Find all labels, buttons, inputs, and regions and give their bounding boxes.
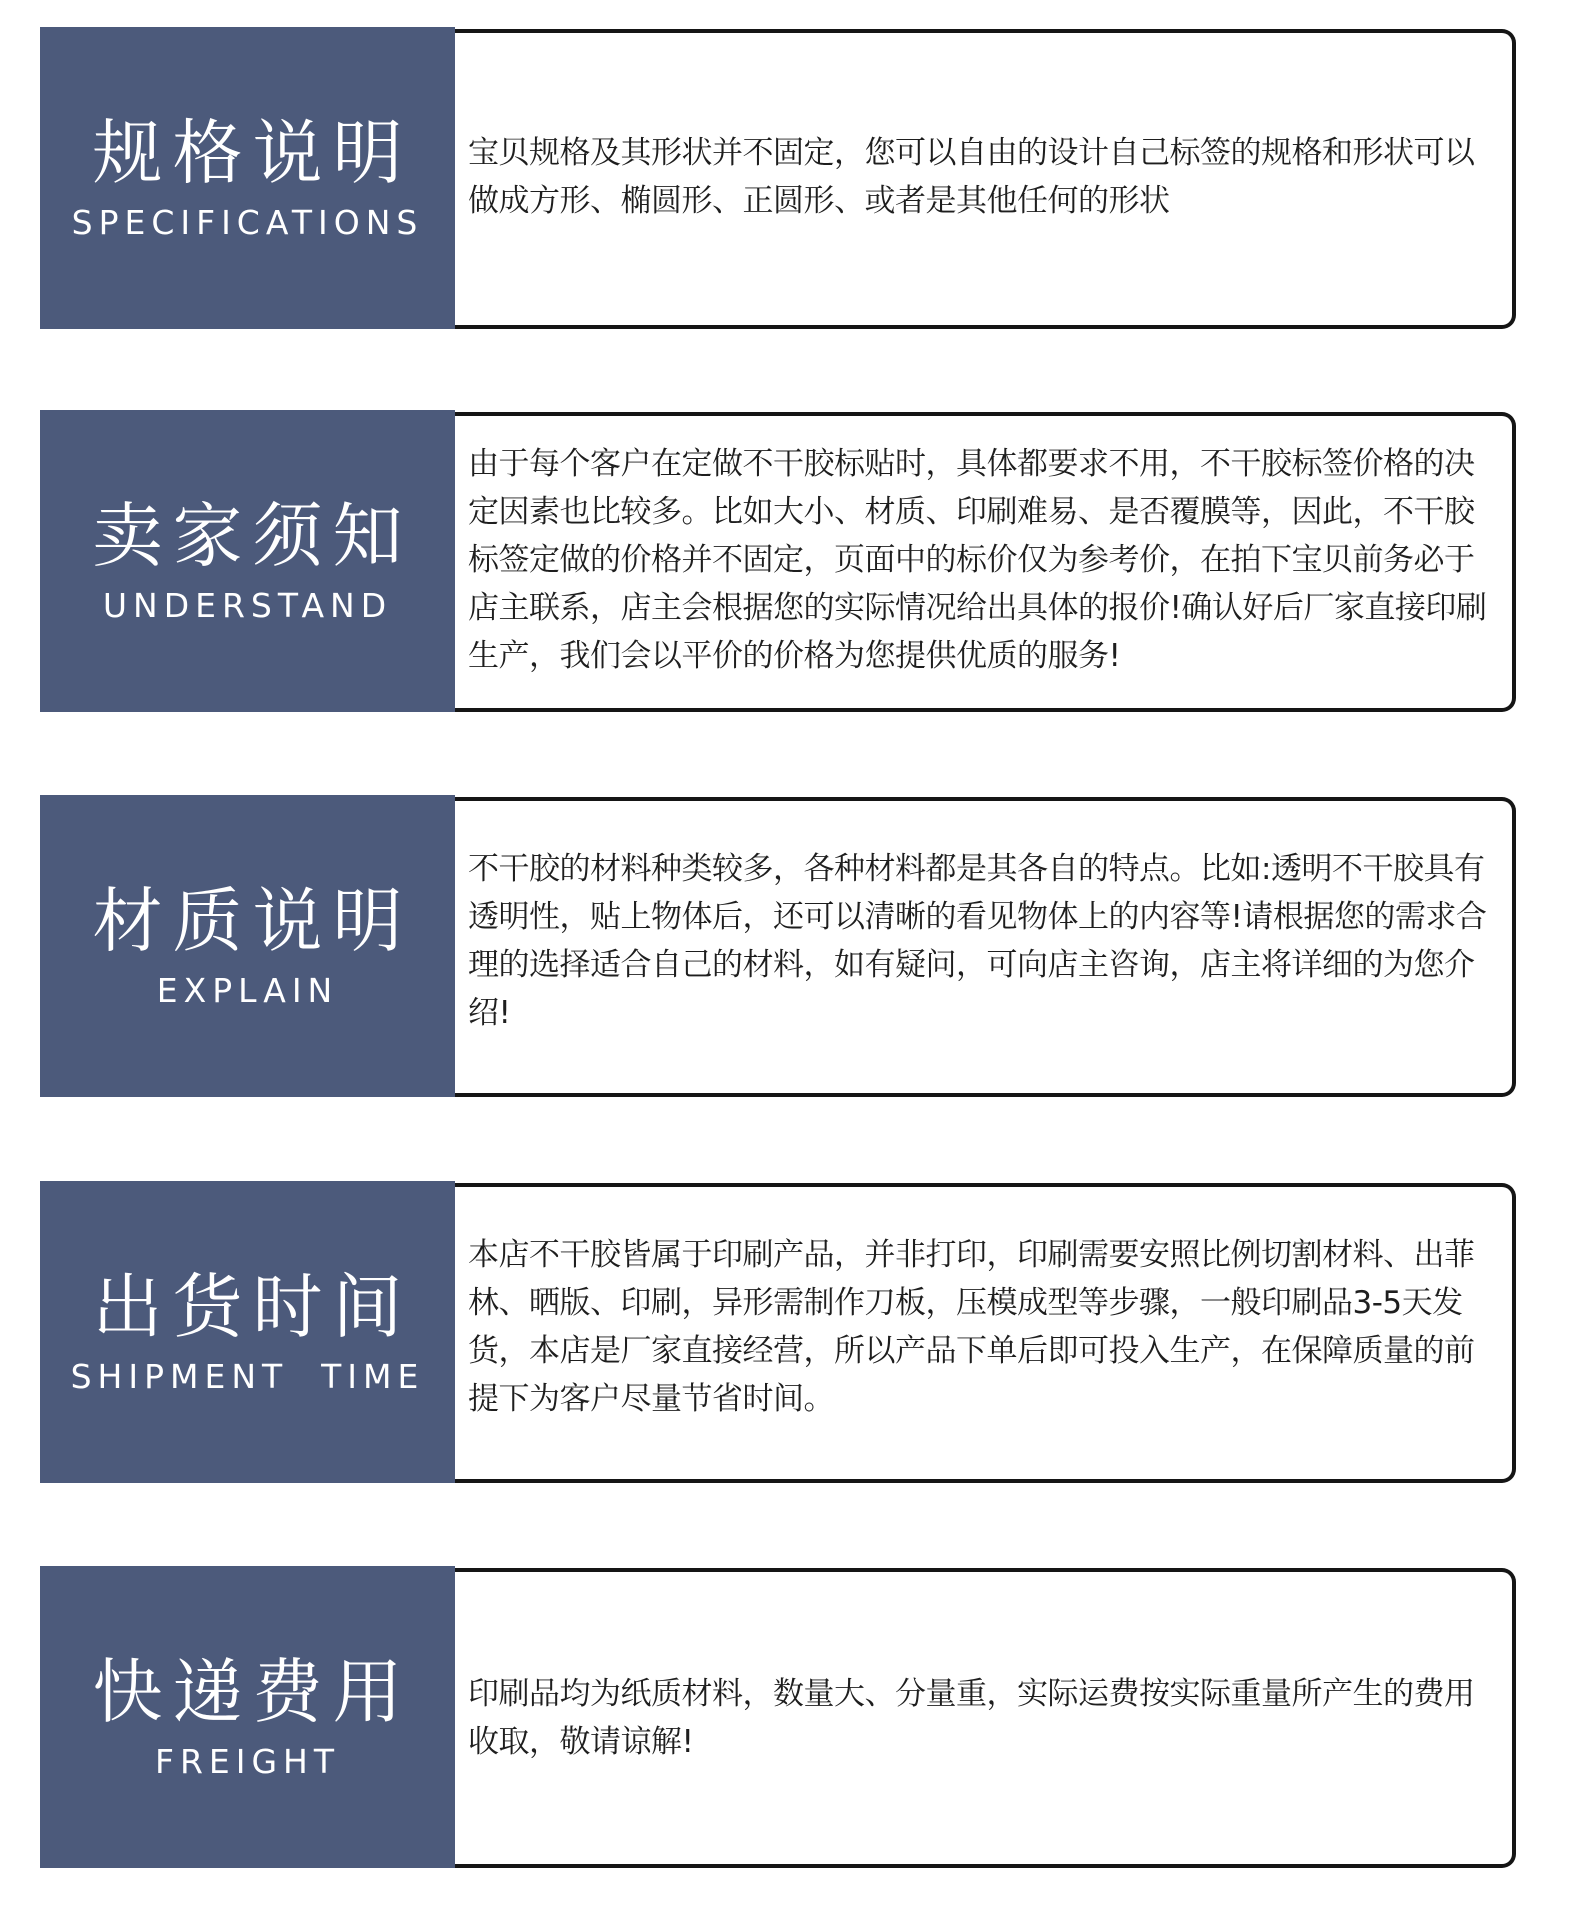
section-label-block: [40, 1566, 455, 1868]
section-body-text: 不干胶的材料种类较多，各种材料都是其各自的特点。比如:透明不干胶具有透明性，贴上物体后，还可以清晰的看见物体上的内容等!请根据您的需求合理的选择适合自己的材料，如有疑问，可向店主咨询，店主将详细的为您介绍!: [468, 851, 1487, 1031]
section-title-cn: 快递费用: [92, 1651, 413, 1733]
section-content-box: [452, 29, 1516, 329]
section-content-box: [452, 412, 1516, 712]
section-title-cn: 材质说明: [92, 880, 413, 962]
section-title-en: EXPLAIN: [156, 971, 339, 1010]
section-body-text: 印刷品均为纸质材料，数量大、分量重，实际运费按实际重量所产生的费用收取，敬请谅解!: [468, 1676, 1475, 1760]
section-content-box: [452, 1568, 1516, 1868]
section-title-cn: 出货时间: [92, 1266, 413, 1348]
section-label-block: [40, 795, 455, 1097]
section-label-block: [40, 1181, 455, 1483]
section-freight: [40, 1566, 1524, 1868]
section-title-en: FREIGHT: [154, 1742, 341, 1781]
section-label-block: [40, 27, 455, 329]
section-title-cn: 规格说明: [92, 112, 413, 194]
section-explain: [40, 795, 1524, 1097]
section-title-en: SPECIFICATIONS: [71, 203, 424, 242]
section-label-block: [40, 410, 455, 712]
section-body-text: 由于每个客户在定做不干胶标贴时，具体都要求不用，不干胶标签价格的决定因素也比较多。比如大小、材质、印刷难易、是否覆膜等，因此，不干胶标签定做的价格并不固定，页面中的标价仅为参考价，在拍下宝贝前务必于店主联系，店主会根据您的实际情况给出具体的报价!确认好后厂家直接印刷生产，我们会以平价的价格为您提供优质的服务!: [468, 446, 1487, 674]
section-body-text: 本店不干胶皆属于印刷产品，并非打印，印刷需要安照比例切割材料、出菲林、晒版、印刷，异形需制作刀板，压模成型等步骤，一般印刷品3-5天发货，本店是厂家直接经营，所以产品下单后即可投入生产，在保障质量的前提下为客户尽量节省时间。: [468, 1237, 1475, 1417]
section-title-en: SHIPMENT TIME: [70, 1357, 425, 1396]
section-content-box: [452, 1183, 1516, 1483]
section-title-cn: 卖家须知: [92, 495, 413, 577]
section-shipment-time: [40, 1181, 1524, 1483]
section-understand: [40, 410, 1524, 712]
section-title-en: UNDERSTAND: [102, 586, 393, 625]
section-content-box: [452, 797, 1516, 1097]
section-specifications: [40, 27, 1524, 329]
section-body-text: 宝贝规格及其形状并不固定，您可以自由的设计自己标签的规格和形状可以做成方形、椭圆形、正圆形、或者是其他任何的形状: [468, 135, 1475, 219]
